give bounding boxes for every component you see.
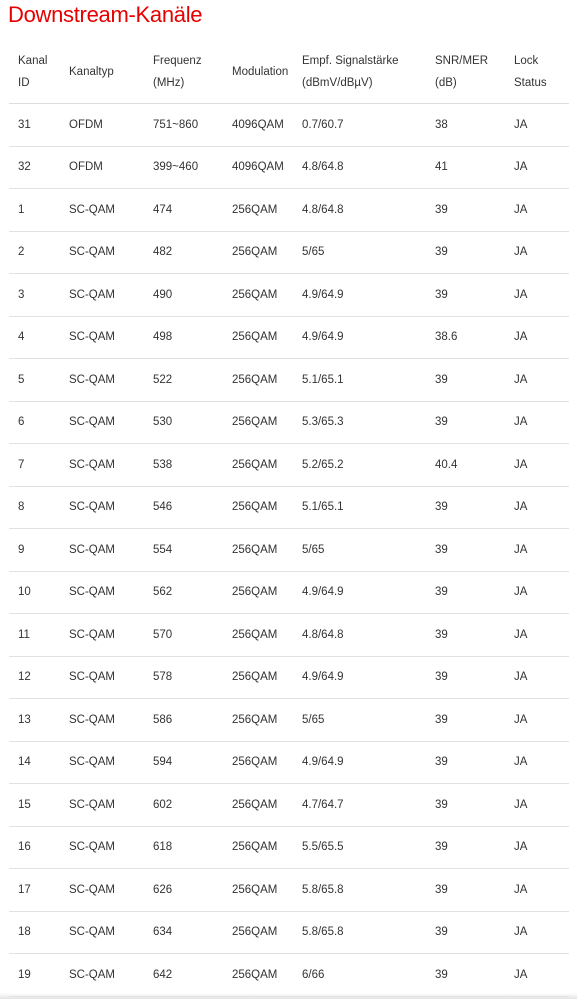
cell-kanal-id: 15 [9,784,60,827]
header-lock-status-line2: Status [514,76,547,89]
cell-snr-mer: 39 [426,614,505,657]
cell-modulation: 256QAM [223,741,293,784]
cell-kanal-id: 11 [9,614,60,657]
table-row [9,826,569,869]
cell-kanaltyp: SC-QAM [60,231,144,274]
cell-kanal-id: 13 [9,699,60,742]
cell-kanal-id: 19 [9,954,60,997]
header-lock-status-line1: Lock [514,54,539,67]
cell-frequenz: 602 [144,784,223,827]
cell-frequenz: 522 [144,359,223,402]
cell-lock-status: JA [505,231,569,274]
cell-kanaltyp: SC-QAM [60,189,144,232]
cell-kanaltyp: OFDM [60,146,144,189]
header-modulation [223,40,293,104]
cell-frequenz: 546 [144,486,223,529]
table-header [9,40,569,104]
header-kanaltyp [60,40,144,104]
header-snr-mer [426,40,505,104]
cell-kanal-id: 4 [9,316,60,359]
cell-kanal-id: 5 [9,359,60,402]
table-row [9,274,569,317]
cell-lock-status: JA [505,274,569,317]
cell-snr-mer: 38 [426,104,505,147]
cell-modulation: 256QAM [223,486,293,529]
cell-snr-mer: 39 [426,529,505,572]
cell-frequenz: 554 [144,529,223,572]
header-lock-status [505,40,569,104]
cell-lock-status: JA [505,189,569,232]
cell-signalstaerke: 5.2/65.2 [293,444,426,487]
cell-lock-status: JA [505,571,569,614]
header-snr-mer-line2: (dB) [435,76,457,89]
cell-snr-mer: 39 [426,954,505,997]
cell-frequenz: 530 [144,401,223,444]
header-kanal-id-line1: Kanal [18,54,48,67]
cell-snr-mer: 39 [426,401,505,444]
cell-kanaltyp: SC-QAM [60,571,144,614]
cell-kanaltyp: SC-QAM [60,911,144,954]
cell-snr-mer: 39 [426,189,505,232]
cell-kanaltyp: SC-QAM [60,869,144,912]
header-kanal-id-line2: ID [18,76,30,89]
cell-kanal-id: 6 [9,401,60,444]
cell-modulation: 256QAM [223,954,293,997]
cell-snr-mer: 39 [426,699,505,742]
cell-modulation: 256QAM [223,359,293,402]
cell-modulation: 256QAM [223,699,293,742]
cell-snr-mer: 39 [426,231,505,274]
cell-modulation: 256QAM [223,231,293,274]
cell-frequenz: 578 [144,656,223,699]
cell-signalstaerke: 5.8/65.8 [293,869,426,912]
cell-modulation: 256QAM [223,614,293,657]
cell-snr-mer: 38.6 [426,316,505,359]
table-body [9,104,569,997]
cell-modulation: 256QAM [223,826,293,869]
header-kanaltyp-line1: Kanaltyp [69,65,114,78]
cell-signalstaerke: 5.1/65.1 [293,359,426,402]
cell-signalstaerke: 6/66 [293,954,426,997]
cell-frequenz: 594 [144,741,223,784]
header-frequenz-line2: (MHz) [153,76,185,89]
cell-kanaltyp: SC-QAM [60,826,144,869]
cell-signalstaerke: 4.9/64.9 [293,571,426,614]
cell-lock-status: JA [505,104,569,147]
header-kanal-id [9,40,60,104]
cell-snr-mer: 41 [426,146,505,189]
cell-kanal-id: 8 [9,486,60,529]
cell-kanaltyp: SC-QAM [60,444,144,487]
cell-lock-status: JA [505,401,569,444]
scroll-fade [0,993,577,999]
table-row [9,444,569,487]
cell-modulation: 256QAM [223,911,293,954]
cell-signalstaerke: 4.9/64.9 [293,316,426,359]
cell-modulation: 256QAM [223,401,293,444]
cell-frequenz: 626 [144,869,223,912]
cell-kanal-id: 1 [9,189,60,232]
table-row [9,571,569,614]
table-row [9,401,569,444]
cell-snr-mer: 39 [426,869,505,912]
table-row [9,741,569,784]
cell-lock-status: JA [505,359,569,402]
cell-kanal-id: 32 [9,146,60,189]
header-frequenz-line1: Frequenz [153,54,202,67]
cell-kanaltyp: SC-QAM [60,784,144,827]
cell-kanaltyp: SC-QAM [60,614,144,657]
cell-signalstaerke: 4.8/64.8 [293,189,426,232]
cell-frequenz: 570 [144,614,223,657]
cell-kanaltyp: SC-QAM [60,529,144,572]
cell-signalstaerke: 5.5/65.5 [293,826,426,869]
cell-frequenz: 586 [144,699,223,742]
cell-lock-status: JA [505,826,569,869]
cell-frequenz: 642 [144,954,223,997]
cell-modulation: 256QAM [223,274,293,317]
cell-kanal-id: 31 [9,104,60,147]
cell-signalstaerke: 5.3/65.3 [293,401,426,444]
header-snr-mer-line1: SNR/MER [435,54,489,67]
table-row [9,699,569,742]
cell-snr-mer: 39 [426,486,505,529]
table-row [9,529,569,572]
cell-lock-status: JA [505,614,569,657]
cell-kanal-id: 7 [9,444,60,487]
header-modulation-line1: Modulation [232,65,289,78]
cell-modulation: 256QAM [223,316,293,359]
cell-lock-status: JA [505,656,569,699]
cell-modulation: 256QAM [223,189,293,232]
header-row [9,40,569,104]
cell-kanaltyp: SC-QAM [60,741,144,784]
table-row [9,954,569,997]
cell-modulation: 4096QAM [223,146,293,189]
downstream-channels-table [9,40,569,997]
cell-snr-mer: 39 [426,826,505,869]
cell-lock-status: JA [505,146,569,189]
header-signalstaerke [293,40,426,104]
table-row [9,656,569,699]
cell-snr-mer: 40.4 [426,444,505,487]
page-title: Downstream-Kanäle [8,2,203,27]
cell-modulation: 256QAM [223,784,293,827]
cell-kanal-id: 3 [9,274,60,317]
cell-signalstaerke: 5/65 [293,699,426,742]
cell-signalstaerke: 5/65 [293,231,426,274]
header-signalstaerke-line1: Empf. Signalstärke [302,54,399,67]
cell-kanal-id: 10 [9,571,60,614]
cell-snr-mer: 39 [426,274,505,317]
cell-kanaltyp: OFDM [60,104,144,147]
cell-modulation: 4096QAM [223,104,293,147]
table-row [9,104,569,147]
cell-snr-mer: 39 [426,359,505,402]
cell-kanal-id: 14 [9,741,60,784]
cell-lock-status: JA [505,741,569,784]
cell-kanaltyp: SC-QAM [60,316,144,359]
cell-lock-status: JA [505,911,569,954]
table-row [9,869,569,912]
table-row [9,784,569,827]
cell-kanal-id: 9 [9,529,60,572]
cell-frequenz: 399~460 [144,146,223,189]
cell-snr-mer: 39 [426,571,505,614]
cell-modulation: 256QAM [223,444,293,487]
table-row [9,316,569,359]
header-frequenz [144,40,223,104]
cell-modulation: 256QAM [223,571,293,614]
cell-kanaltyp: SC-QAM [60,486,144,529]
cell-frequenz: 618 [144,826,223,869]
cell-kanal-id: 17 [9,869,60,912]
cell-lock-status: JA [505,954,569,997]
cell-signalstaerke: 4.9/64.9 [293,741,426,784]
cell-modulation: 256QAM [223,656,293,699]
cell-snr-mer: 39 [426,741,505,784]
cell-signalstaerke: 4.8/64.8 [293,146,426,189]
cell-frequenz: 751~860 [144,104,223,147]
cell-lock-status: JA [505,784,569,827]
cell-frequenz: 562 [144,571,223,614]
cell-lock-status: JA [505,444,569,487]
cell-frequenz: 474 [144,189,223,232]
cell-snr-mer: 39 [426,656,505,699]
cell-frequenz: 490 [144,274,223,317]
cell-signalstaerke: 5/65 [293,529,426,572]
cell-snr-mer: 39 [426,784,505,827]
table-row [9,614,569,657]
cell-kanaltyp: SC-QAM [60,274,144,317]
cell-frequenz: 538 [144,444,223,487]
cell-kanaltyp: SC-QAM [60,699,144,742]
cell-kanaltyp: SC-QAM [60,656,144,699]
cell-lock-status: JA [505,316,569,359]
cell-kanaltyp: SC-QAM [60,401,144,444]
cell-kanaltyp: SC-QAM [60,954,144,997]
table-row [9,911,569,954]
table-row [9,486,569,529]
cell-frequenz: 634 [144,911,223,954]
cell-signalstaerke: 5.1/65.1 [293,486,426,529]
cell-signalstaerke: 4.9/64.9 [293,274,426,317]
cell-lock-status: JA [505,486,569,529]
cell-signalstaerke: 5.8/65.8 [293,911,426,954]
table-row [9,359,569,402]
cell-modulation: 256QAM [223,869,293,912]
cell-kanal-id: 16 [9,826,60,869]
cell-signalstaerke: 4.7/64.7 [293,784,426,827]
cell-signalstaerke: 4.9/64.9 [293,656,426,699]
cell-lock-status: JA [505,869,569,912]
cell-kanal-id: 18 [9,911,60,954]
cell-frequenz: 482 [144,231,223,274]
cell-kanal-id: 2 [9,231,60,274]
cell-lock-status: JA [505,699,569,742]
cell-kanaltyp: SC-QAM [60,359,144,402]
cell-signalstaerke: 0.7/60.7 [293,104,426,147]
cell-signalstaerke: 4.8/64.8 [293,614,426,657]
table-row [9,146,569,189]
cell-lock-status: JA [505,529,569,572]
cell-snr-mer: 39 [426,911,505,954]
cell-modulation: 256QAM [223,529,293,572]
table-row [9,231,569,274]
header-signalstaerke-line2: (dBmV/dBµV) [302,76,373,89]
table-row [9,189,569,232]
cell-frequenz: 498 [144,316,223,359]
cell-kanal-id: 12 [9,656,60,699]
